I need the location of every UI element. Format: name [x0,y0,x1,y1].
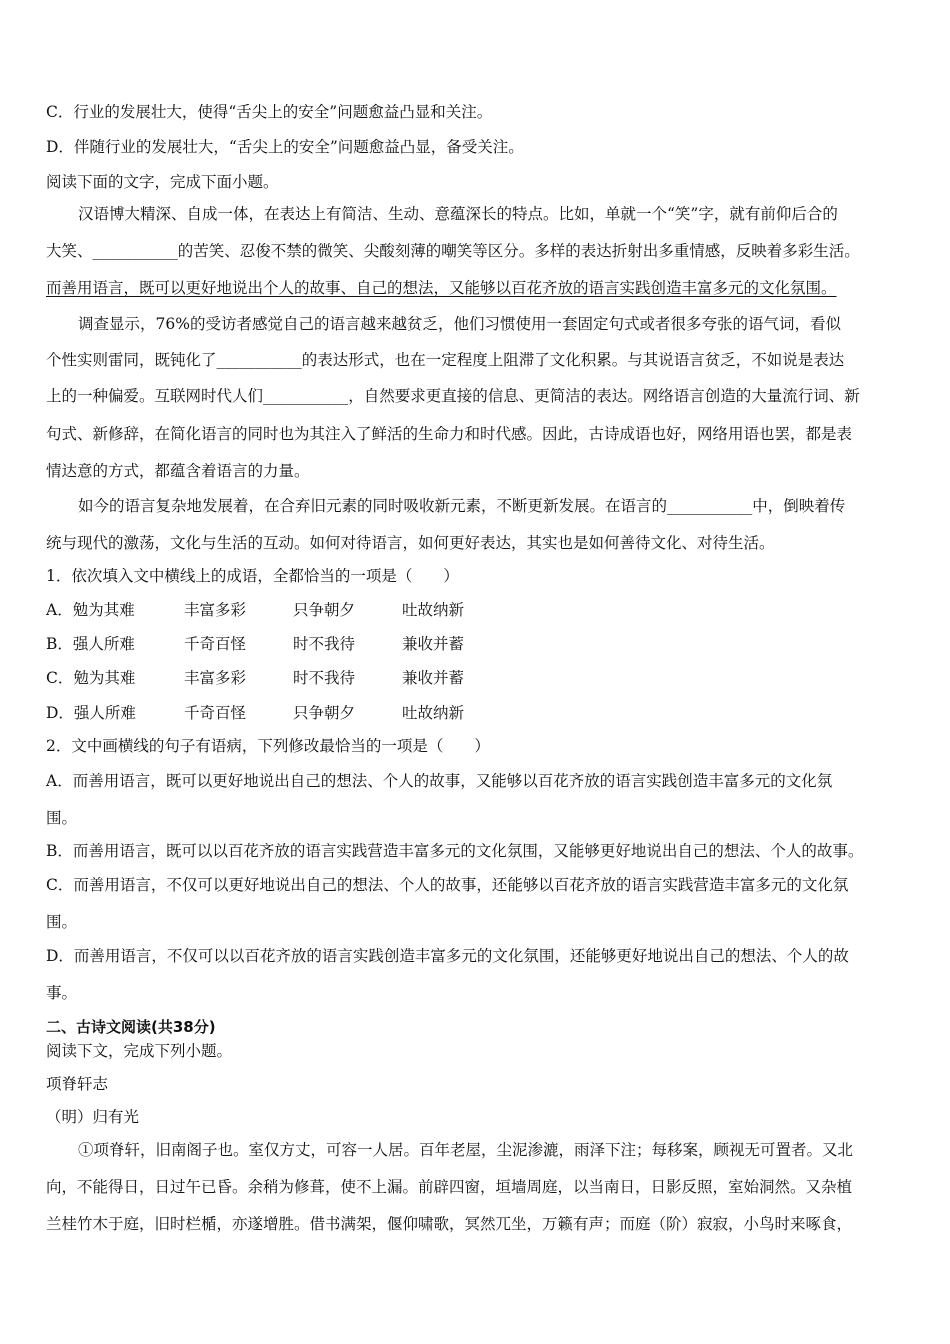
question-1-stem: 1．依次填入文中横线上的成语，全都恰当的一项是（ ） [46,567,459,585]
passage-line: 大笑、___________的苦笑、忍俊不禁的微笑、尖酸刻薄的嘲笑等区分。多样的表达折射出多重情感，反映着多彩生活。 [46,242,860,260]
question-2-option-d-cont: 事。 [46,984,78,1002]
passage-line: 调查显示，76%的受访者感觉自己的语言越来越贫乏，他们习惯使用一套固定句式或者很多夸张的语气词，看似 [78,315,841,333]
option-label: A．勉为其难 [46,601,135,619]
passage-line: 上的一种偏爱。互联网时代人们___________，自然要求更直接的信息、更简洁的表达。网络语言创造的大量流行词、新 [46,387,860,405]
question-2-stem: 2．文中画横线的句子有语病，下列修改最恰当的一项是（ ） [46,737,490,755]
passage-line: 统与现代的激荡，文化与生活的互动。如何对待语言，如何更好表达，其实也是如何善待文化、对待生活。 [46,534,775,552]
option-c-previous: C．行业的发展壮大，使得“舌尖上的安全”问题愈益凸显和关注。 [46,103,493,121]
option-word: 只争朝夕 [293,601,356,619]
question-2-option-a: A．而善用语言，既可以更好地说出自己的想法、个人的故事，又能够以百花齐放的语言实践创造丰富多元的文化氛 [46,772,833,790]
passage-line: 情达意的方式，都蕴含着语言的力量。 [46,462,310,480]
section-heading: 二、古诗文阅读(共38分) [46,1018,216,1036]
classical-text-line: ①项脊轩，旧南阁子也。室仅方丈，可容一人居。百年老屋，尘泥渗漉，雨泽下注；每移案，顾视无可置者。又北 [78,1141,854,1159]
question-2-option-c: C．而善用语言，不仅可以更好地说出自己的想法、个人的故事，还能够以百花齐放的语言实践营造丰富多元的文化氛 [46,876,849,894]
passage-line: 如今的语言复杂地发展着，在合弃旧元素的同时吸收新元素，不断更新发展。在语言的___________中，倒映着传 [78,497,846,515]
option-word: 兼收并蓄 [402,635,465,653]
question-2-option-b: B．而善用语言，既可以以百花齐放的语言实践营造丰富多元的文化氛围，又能够更好地说出自己的想法、个人的故事。 [46,842,864,860]
classical-text-line: 兰桂竹木于庭，旧时栏楯，亦遂增胜。借书满架，偃仰啸歌，冥然兀坐，万籁有声；而庭（阶）寂寂，小鸟时来啄食， [46,1215,853,1233]
question-2-option-a-cont: 围。 [46,809,78,827]
option-word: 丰富多彩 [184,601,247,619]
option-word: 丰富多彩 [184,669,247,687]
reading-instruction: 阅读下面的文字，完成下面小题。 [46,173,279,191]
option-word: 千奇百怪 [184,704,247,722]
passage-line: 个性实则雷同，既钝化了___________的表达形式，也在一定程度上阻滞了文化积累。与其说语言贫乏，不如说是表达 [46,351,845,369]
passage-line: 句式、新修辞，在简化语言的同时也为其注入了鲜活的生命力和时代感。因此，古诗成语也好，网络用语也罢，都是表 [46,425,853,443]
option-word: 吐故纳新 [402,601,465,619]
classical-text-line: 向，不能得日，日过午已昏。余稍为修葺，使不上漏。前辟四窗，垣墙周庭，以当南日，日影反照，室始洞然。又杂植 [46,1178,853,1196]
option-label: C．勉为其难 [46,669,136,687]
question-2-option-d: D．而善用语言，不仅可以以百花齐放的语言实践创造丰富多元的文化氛围，还能够更好地说出自己的想法、个人的故 [46,947,849,965]
passage-line: 汉语博大精深、自成一体，在表达上有简洁、生动、意蕴深长的特点。比如，单就一个“笑”字，就有前仰后合的 [78,205,838,223]
option-word: 千奇百怪 [184,635,247,653]
text-author: （明）归有光 [46,1108,140,1126]
question-2-option-c-cont: 围。 [46,913,78,931]
underlined-sentence: 而善用语言，既可以更好地说出个人的故事、自己的想法，又能够以百花齐放的语言实践创造丰富多元的文化氛围。 [46,279,837,297]
text-title: 项脊轩志 [46,1075,109,1093]
option-word: 兼收并蓄 [402,669,465,687]
option-word: 时不我待 [293,669,356,687]
option-word: 时不我待 [293,635,356,653]
option-label: D．强人所难 [46,704,136,722]
option-word: 吐故纳新 [402,704,465,722]
section-instruction: 阅读下文，完成下列小题。 [46,1042,233,1060]
option-d-previous: D．伴随行业的发展壮大，“舌尖上的安全”问题愈益凸显，备受关注。 [46,138,524,156]
option-word: 只争朝夕 [293,704,356,722]
option-label: B．强人所难 [46,635,135,653]
